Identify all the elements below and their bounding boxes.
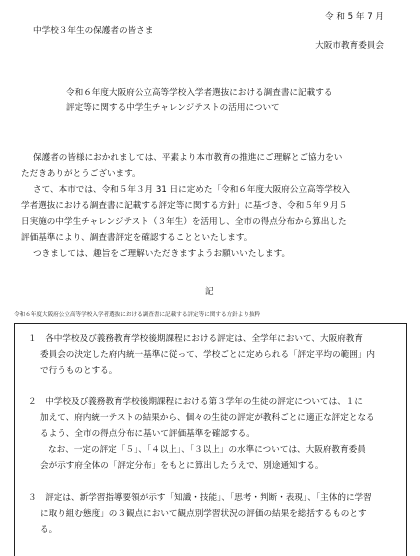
item-2-line-1: ２ 中学校及び義務教育学校後期課程における第３学年の生徒の評定については、１に [28,397,363,407]
date-line: 令 和 5 年 7 月 [325,12,384,22]
paragraph-2-line-2: 学者選抜における調査書に記載する評定等に関する方針」に基づき、令和５年９月５ [21,201,348,211]
item-1-line-2: 委員会の決定した府内統一基準に従って、学校ごとに定められる「評定平均の範囲」内 [40,350,375,360]
ki-heading: 記 [205,287,214,297]
title-line-2: 評定等に関する中学生チャレンジテストの活用について [66,103,280,113]
sender-line: 大阪市教育委員会 [315,41,384,51]
paragraph-1-line-1: 保護者の皆様におかれましては、平素より本市教育の推進にご理解とご協力をい [33,153,343,163]
paragraph-2-line-3: 日実施の中学生チャレンジテスト（３年生）を活用し、全市の得点分布から算出した [21,217,347,227]
item-3-line-2: に取り組む態度」の３観点において観点別学習状況の評価の結果を総括するものとす [40,509,367,519]
recipient-line: 中学校３年生の保護者の皆さま [33,26,154,36]
item-2-line-5: 会が示す府全体の「評定分布」をもとに算出したうえで、別途通知する。 [40,461,324,471]
item-3-line-3: る。 [40,525,58,535]
title-line-1: 令和６年度大阪府公立高等学校入学者選抜における調査書に記載する [66,88,333,98]
paragraph-2-line-1: さて、本市では、令和５年３月 31 日に定めた「令和６年度大阪府公立高等学校入 [33,185,351,195]
paragraph-1-line-2: ただきありがとうございます。 [21,169,141,179]
item-2-line-2: 加えて、府内統一テストの結果から、個々の生徒の評定が教科ごとに適正な評定となる [40,413,375,423]
paragraph-3-line-1: つきましては、趣旨をご理解いただきますようお願いいたします。 [33,249,291,259]
item-2-line-3: るよう、全市の得点分布に基いて評価基準を確認する。 [40,429,255,439]
item-1-line-3: で行うものとする。 [40,366,118,376]
item-2-line-4: なお、一定の評定「５」、「４以上」、「３以上」の水準については、大阪府教育委員 [48,445,366,455]
item-3-line-1: ３ 評定は、新学習指導要領が示す「知識・技能」、「思考・判断・表現」、「主体的に学習 [28,493,372,503]
policy-excerpt-heading: 令和６年度大阪府公立高等学校入学者選抜における調査書に記載する評定等に関する方針より抜粋 [14,312,261,318]
item-1-line-1: １ 各中学校及び義務教育学校後期課程における評定は、全学年において、大阪府教育 [28,334,363,344]
paragraph-2-line-4: 評価基準により、調査書評定を確認することといたします。 [21,233,253,243]
